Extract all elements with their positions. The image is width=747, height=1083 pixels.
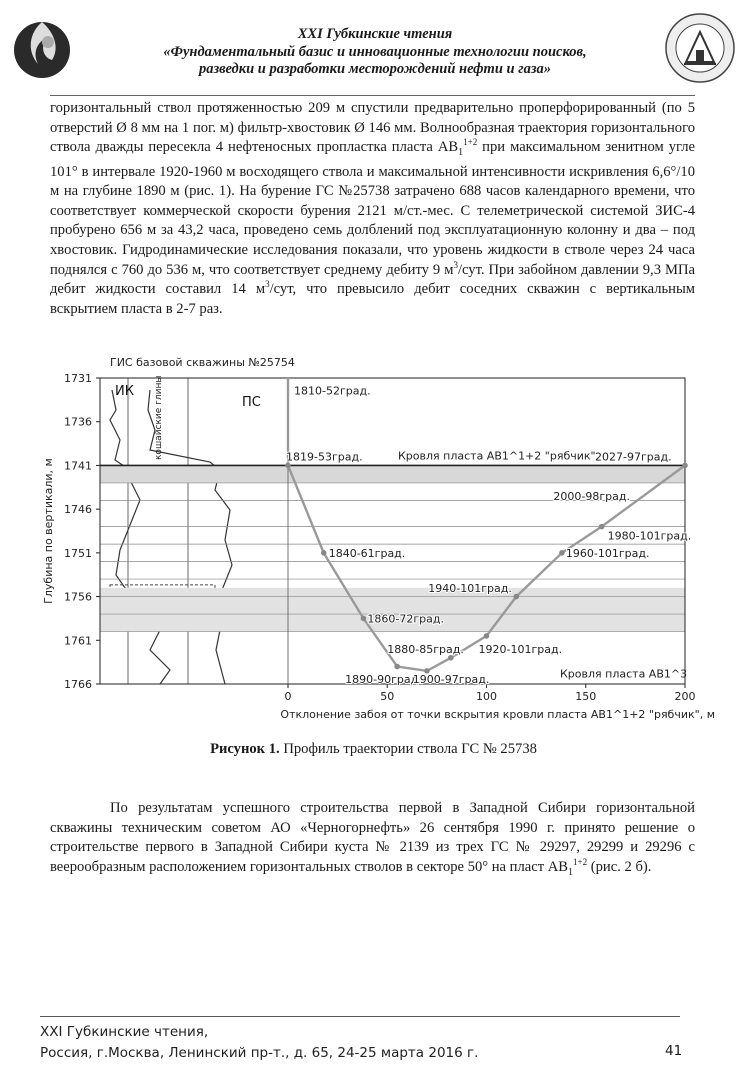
y-tick-label: 1756 [64,590,92,604]
trajectory-point [321,550,327,556]
paragraph-1-sup: 1+2 [463,137,478,148]
paragraph-1-sup-b: 3 [453,259,458,270]
reservoir-band-top [100,465,685,482]
paragraph-1-sup-c: 3 [265,279,270,290]
x-tick-label: 150 [575,690,597,703]
trajectory-annotation: 1890-90град. [345,672,422,686]
trajectory-annotation: 1940-101град. [428,581,512,595]
trajectory-annotation: 1840-61град. [328,546,406,560]
trajectory-chart [20,350,740,730]
paragraph-1-text-a: горизонтальный ствол протяженностью 209 м спустили предварительно проперфорированный (по 5 отверстий Ø 8 мм на 1 пог. м) фильтр-хвостовик Ø 146 мм. Волнообразная траектория горизонтального ствола дважды пересекла 4 нефтеносных пропластка пласта АВ [50,100,695,156]
paragraph-2-sub: 1 [568,866,574,878]
paragraph-1-sub: 1 [458,147,464,159]
trajectory-point [361,616,367,622]
y-tick-label: 1731 [64,372,92,385]
trajectory-point [513,594,519,600]
trajectory-annotation: 1980-101град. [607,529,692,543]
x-tick-label: 0 [284,690,292,703]
x-axis-label: Отклонение забоя от точки вскрытия кровли пласта АВ1^1+2 "рябчик", м [280,708,715,721]
figure-caption [0,741,747,758]
trajectory-annotation: 2000-98град. [553,490,630,504]
trajectory-annotation: 2027-97град. [595,450,672,464]
conference-logo-icon [12,12,72,82]
y-tick-label: 1741 [64,459,92,473]
header-divider [50,95,695,96]
well-log-panel [110,376,261,685]
trajectory-annotation: 1920-101град. [478,643,563,657]
trajectory-point [599,524,605,530]
chart-plot-area [42,356,715,721]
figure-caption-label: Рисунок 1. [210,741,280,757]
paragraph-2-text-b: (рис. 2 б). [587,858,652,875]
footer-line1: XXI Губкинские чтения, [40,1024,209,1040]
figure-caption-text: Профиль траектории ствола ГС № 25738 [279,741,537,757]
paragraph-1-text-b: при максимальном зенитном угле 101° в интервале 1920-1960 м восходящего ствола и максимальной интенсивности искривления 6,6°/10 м на глубине 1890 м (рис. 1). На бурение ГС №25738 затрачено 688 часов календарного времени, что соответствует коммерческой скорости бурения 2121 м/ст.-мес. С телеметрической системой ЗИС-4 пробурено 656 м за 43,2 часа, проведено семь долблений под эксплуатационную колонну и два – под хвостовик. Гидродинамические исследования показали, что уровень жидкости в стволе через 24 часа поднялся с 760 до 536 м, что соответствует среднему дебиту 9 м [50,139,695,278]
trajectory-annotation: 1900-97град. [412,672,490,686]
paragraph-2-sup: 1+2 [573,856,588,867]
y-tick-label: 1736 [64,415,92,429]
paragraph-1-text-c: /сут. При забойном давлении 9,3 МПа дебит жидкости составил 14 м [50,261,695,298]
trajectory-point [285,463,291,469]
y-axis-label: Глубина по вертикали, м [42,458,55,604]
trajectory-annotation: 1960-101град. [565,546,650,560]
footer-divider [40,1016,680,1017]
conference-title-line2: «Фундаментальный базис и инновационные технологии поисков, [163,43,587,60]
trajectory-annotation: 1860-72град. [367,612,445,626]
conference-title-line3: разведки и разработки месторождений нефти и газа» [199,61,551,77]
clay-label: кошайские глины [154,375,164,460]
paragraph-1 [50,99,695,319]
trajectory-point [394,664,400,670]
y-tick-label: 1751 [64,546,92,560]
trajectory-annotation: 1810-52град. [294,384,371,398]
chart-title: ГИС базовой скважины №25754 [110,356,295,369]
page-header [0,0,747,95]
y-tick-label: 1746 [64,503,92,517]
conference-title-line1: XXI Губкинские чтения [297,26,453,42]
conference-title [110,26,640,79]
page-number: 41 [665,1043,683,1059]
paragraph-2-text-a: По результатам успешного строительства первой в Западной Сибири горизонтальной скважины техническим советом АО «Черногорнефть» 26 сентября 1990 г. принято решение о строительстве первого в Западной Сибири куста № 2139 из трех ГС № 29297, 29299 и 29296 с веерообразным расположением горизонтальных стволов в секторе 50° на пласт АВ [50,800,695,875]
y-tick-label: 1761 [64,634,92,648]
x-tick-label: 200 [674,690,696,703]
department-seal-icon [664,12,736,84]
trajectory-annotation: 1880-85град. [387,643,464,657]
ps-log-label: ПС [242,395,261,410]
boundary-label-ab13: Кровля пласта АВ1^3 [560,667,688,681]
trajectory-point [484,633,490,639]
trajectory-point [682,463,688,469]
footer-line2: Россия, г.Москва, Ленинский пр-т., д. 65, 24-25 марта 2016 г. [40,1045,479,1061]
trajectory-annotation: 1819-53град. [286,450,363,464]
ik-log-label: ИК [115,384,134,399]
boundary-label-ab12: Кровля пласта АВ1^1+2 "рябчик" [398,449,596,463]
y-tick-label: 1766 [64,678,92,691]
paragraph-1-text-d: /сут, что превысило дебит соседних скважин с вертикальным вскрытием пласта в 2-7 раз. [50,281,695,317]
trajectory-point [559,550,565,556]
page-footer [40,1022,690,1064]
paragraph-2 [50,799,695,882]
x-tick-label: 100 [476,690,497,703]
x-tick-label: 50 [380,690,395,703]
